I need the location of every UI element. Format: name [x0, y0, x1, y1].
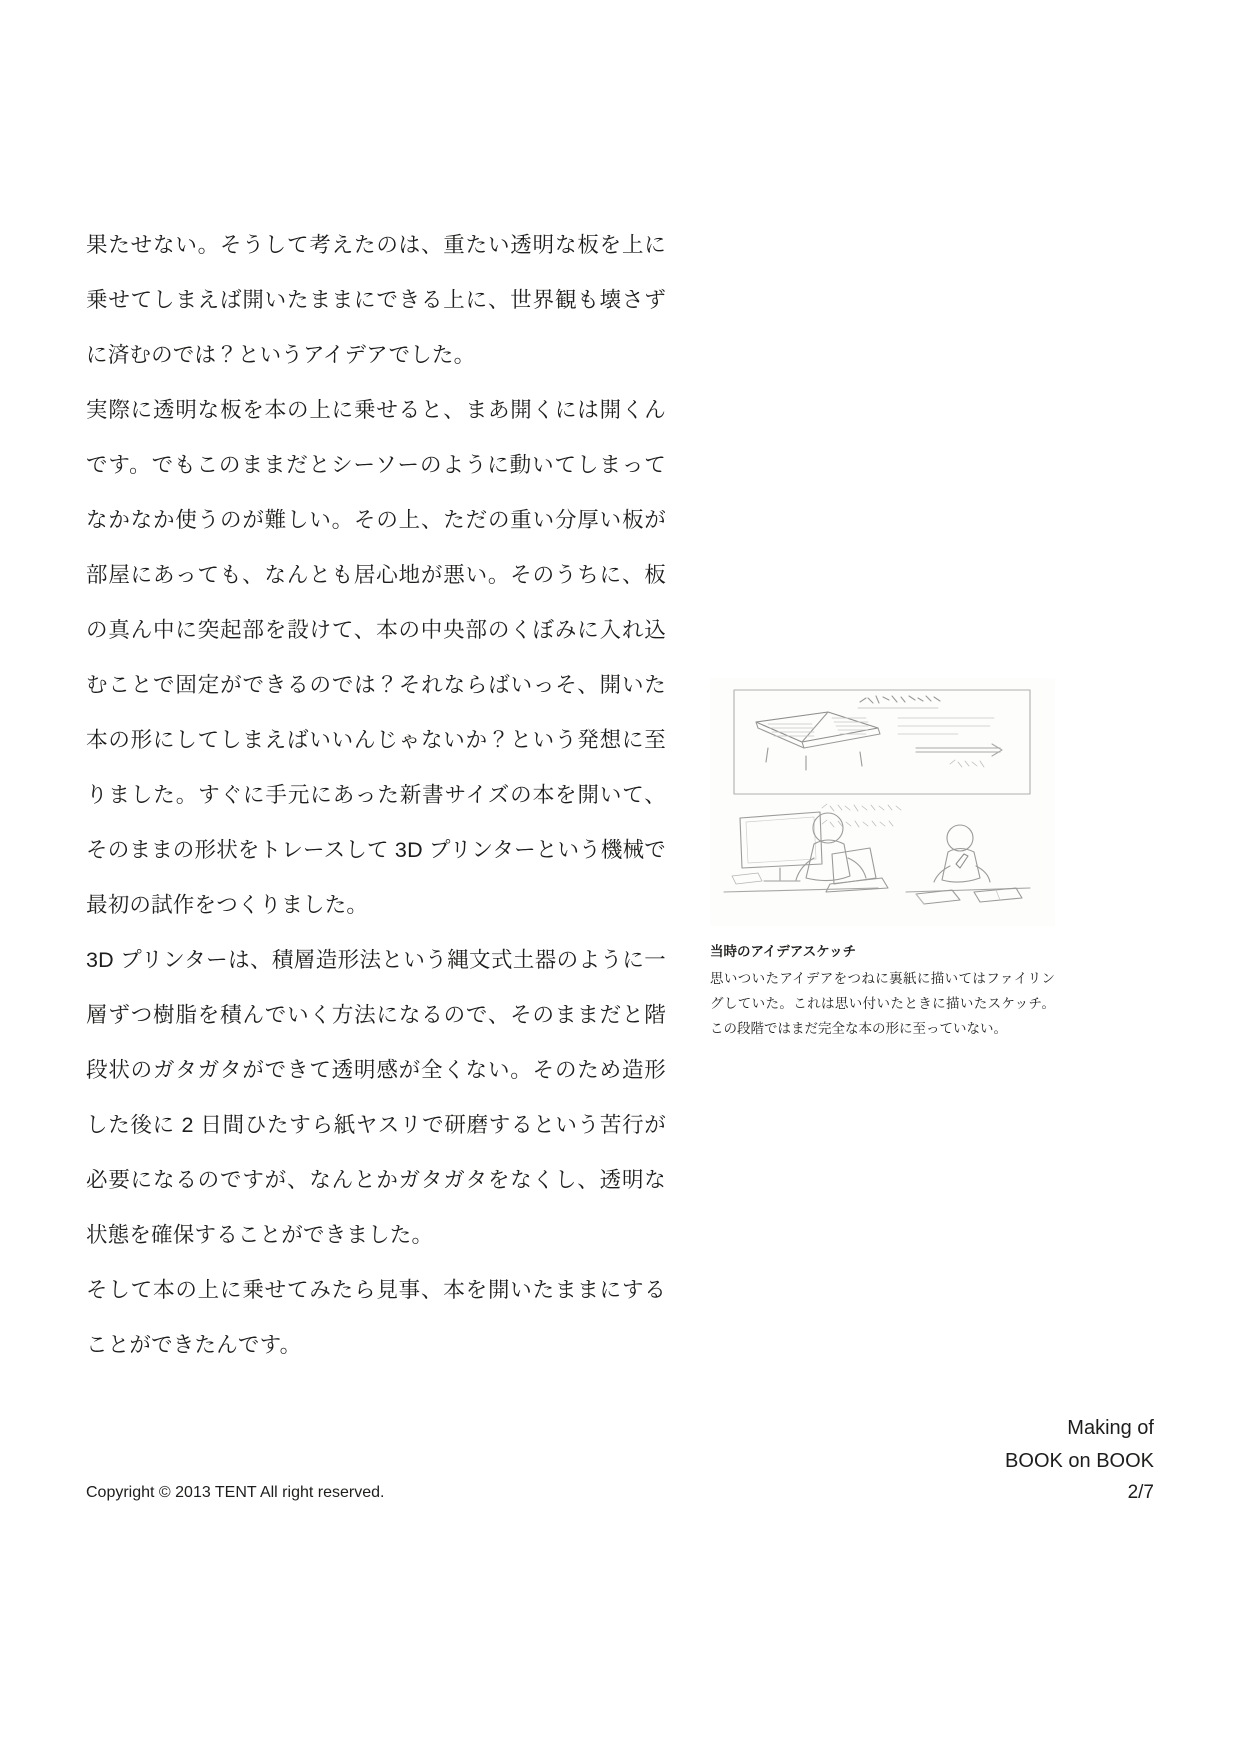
figure-caption-title: 当時のアイデアスケッチ — [710, 944, 857, 959]
idea-sketch-image — [710, 678, 1055, 926]
body-text-column — [86, 218, 666, 1373]
body-paragraph-2: 実際に透明な板を本の上に乗せると、まあ開くには開くんです。でもこのままだとシーソーのように動いてしまってなかなか使うのが難しい。その上、ただの重い分厚い板が部屋にあっても、なんとも居心地が悪い。そのうちに、板の真ん中に突起部を設けて、本の中央部のくぼみに入れ込むことで固定ができるのでは？それならばいっそ、開いた本の形にしてしまえばいいんじゃないか？という発想に至りました。すぐに手元にあった新書サイズの本を開いて、そのままの形状をトレースして 3D プリンターという機械で最初の試作をつくりました。 — [86, 398, 666, 917]
body-paragraph-1: 果たせない。そうして考えたのは、重たい透明な板を上に乗せてしまえば開いたままにできる上に、世界観も壊さずに済むのでは？というアイデアでした。 — [86, 233, 666, 367]
page-number: 2/7 — [1127, 1482, 1154, 1503]
body-paragraph-3: 3D プリンターは、積層造形法という縄文式土器のように一層ずつ樹脂を積んでいく方法になるので、そのままだと階段状のガタガタができて透明感が全くない。そのため造形した後に 2 日間ひたすら紙ヤスリで研磨するという苦行が必要になるのですが、なんとかガタガタをなくし、透明な状態を確保することができました。 — [86, 948, 666, 1247]
figure-caption-body: 思いついたアイデアをつねに裏紙に描いてはファイリングしていた。これは思い付いたときに描いたスケッチ。この段階ではまだ完全な本の形に至っていない。 — [710, 971, 1055, 1036]
figure-block — [710, 678, 1055, 1041]
body-paragraph-4: そして本の上に乗せてみたら見事、本を開いたままにすることができたんです。 — [86, 1278, 666, 1357]
copyright-notice: Copyright © 2013 TENT All right reserved. — [86, 1484, 385, 1501]
footer-title-line-2: BOOK on BOOK — [1005, 1450, 1154, 1472]
footer-title-line-1: Making of — [1067, 1417, 1154, 1439]
footer-document-title — [854, 1412, 1154, 1478]
